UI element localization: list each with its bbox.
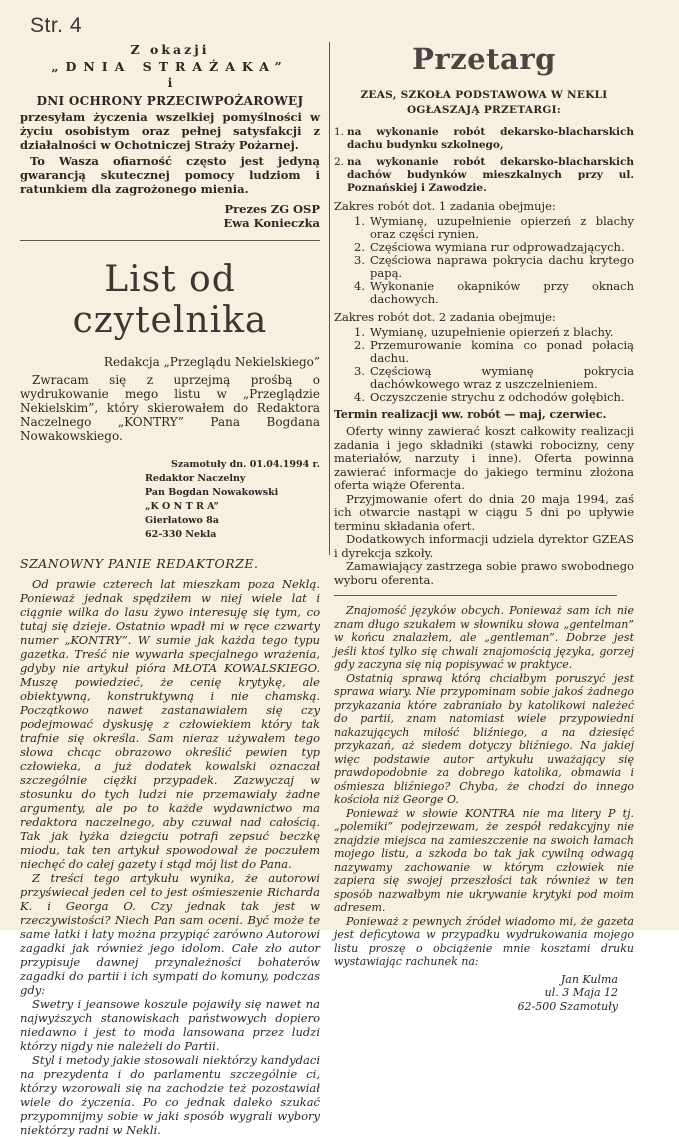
scope-item: 3. Częściowa naprawa pokrycia dachu krytego papą. [354, 253, 634, 280]
page-number: Str. 4 [30, 14, 83, 37]
letter-paragraph: Swetry i jeansowe koszule pojawiły się nawet na najwyższych stanowiskach państwowych dopiero niedawno i jest to moda lansowana przez ludzi którzy nigdy nie należeli do Partii. [20, 997, 320, 1053]
greeting-tribute: To Wasza ofiarność często jest jedyną gwarancją skutecznej pomocy ludziom i ratunkiem dla zagrożonego mienia. [20, 154, 320, 196]
firefighter-day-greeting [20, 42, 320, 241]
letter-paragraph: Z treści tego artykułu wynika, że autorowi przyświecał jeden cel to jest ośmieszenie Richarda K. i Georga O. Czy jednak tak jest w rzeczywistości? Niech Pan sam oceni. Być może te same łatki i łaty można przypiąć zarówno Autorowi zagadki jak również jego idolom. Całe zło autor przypisuje dawnej przynależności bohaterów zagadki do partii i ich sympati do komuny, podczas gdy: [20, 871, 320, 997]
letter-addressee: Redakcja „Przeglądu Nekielskiego” [103, 355, 320, 369]
reader-letter [20, 259, 320, 1137]
greeting-signature-name: Ewa Konieczka [223, 216, 320, 230]
tender-header: ZEAS, SZKOŁA PODSTAWOWA W NEKLI OGŁASZAJĄ PRZETARGI: [360, 89, 608, 116]
scope-2-label: Zakres robót dot. 2 zadania obejmuje: [334, 310, 556, 324]
letter-title: List od czytelnika [72, 259, 268, 341]
scope-item: 4. Oczyszczenie strychu z odchodów gołębich. [354, 390, 625, 404]
greeting-day-title: „DNIA STRAŻAKA” [51, 59, 289, 74]
letter-signature-name: Jan Kulma [560, 972, 618, 986]
letter-paragraph: Ostatnią sprawą którą chciałbym poruszyć jest sprawa wiary. Nie przypominam sobie jakoś żadnego przykazania które zabraniało by katolikowi należeć do partii, znam natomiast wiele przypowiedni nakazujących miłość bliźniego, a na dziesięć przykazań, aż siedem dotyczy bliźniego. Na jakiej więc podstawie autor artykułu uważający się prawdopodobnie za dobrego katolika, obmawia i ośmiesza bliźniego? Chyba, że chodzi do innego kościoła niż George O. [334, 671, 634, 806]
tender-paragraph: Przyjmowanie ofert do dnia 20 maja 1994, zaś ich otwarcie nastąpi w ciągu 5 dni po upływie terminu składania ofert. [334, 491, 634, 533]
letter-signature-street: ul. 3 Maja 12 [544, 986, 618, 999]
tender-deadline: Termin realizacji ww. robót — maj, czerwiec. [334, 408, 607, 421]
scope-item: 1. Wymianę, uzupełnienie opierzeń z blachy oraz części rynien. [354, 214, 634, 241]
tender-paragraph: Zamawiający zastrzega sobie prawo swobodnego wyboru oferenta. [334, 559, 634, 587]
scope-item: 2. Częściowa wymiana rur odprowadzających. [354, 240, 625, 254]
letter-paragraph: Styl i metody jakie stosowali niektórzy kandydaci na prezydenta i do parlamentu szczególnie ci, którzy wzorowali się na zachodzie też pozostawiał wiele do życzenia. Po co jednak daleko szukać przypomnijmy sobie w jaki sposób wygrali wybory niektórzy radni w Nekli. [20, 1053, 320, 1137]
letter-paragraph: Ponieważ w słowie KONTRA nie ma litery P tj. „polemiki” podejrzewam, że zespół redakcyjny nie znajdzie miejsca na zamieszczenie na swoich łamach mojego listu, a szkoda bo tak jak cywilną odwagą nazywamy zachowanie w którym człowiek nie zapiera się swojej przeszłości tak również w ten sposób nazwałbym nie ukrywanie krytyki pod moim adresem. [334, 806, 634, 914]
scope-1-list [334, 215, 634, 306]
greeting-fire-protection-days: DNI OCHRONY PRZECIWPOŻAROWEJ [36, 94, 304, 108]
letter-paragraph: Ponieważ z pewnych źródeł wiadomo mi, że gazeta jest deficytowa w przypadku wydrukowania mojego listu proszę o obciążenie mnie kosztami druku wystawiając rachunek na: [334, 914, 634, 968]
tender-paragraph: Dodatkowych informacji udziela dyrektor GZEAS i dyrekcja szkoły. [334, 532, 634, 560]
letter-signature-city: 62-500 Szamotuły [517, 999, 618, 1013]
tender-items [334, 126, 634, 195]
section-divider [334, 595, 617, 596]
letter-paragraph: Od prawie czterech lat mieszkam poza Neklą. Ponieważ jednak spędziłem w niej wiele lat i ciągnie wilka do lasu żywo interesuję się tym, co tutaj się dzieje. Ostatnio wpadł mi w ręce czwarty numer „KONTRY”. W sumie jak każda tego typu gazetka. Treść nie wywarła specjalnego wrażenia, gdyby nie artykuł pióra MŁOTA KOWALSKIEGO. Muszę powiedzieć, że cenię krytykę, ale obiektywną, konstruktywną i nie chamską. Początkowo nawet zastanawiałem się czy podejmować dyskusję z człowiekiem który tak trafnie się określa. Sam nieraz używałem tego słowa chcąc obrazowo określić pewien typ człowieka, a już dodatek kowalski oznaczał szczególnie ciężki przypadek. Zazwyczaj w stosunku do tych ludzi nie przemawiały żadne argumenty, ale po to każde wydawnictwo ma redaktora naczelnego, aby czuwał nad całością. Tak jak łyżka dziegciu potrafi zepsuć beczkę miodu, tak ten artykuł spowodował że poczułem niechęć do całej gazety i stąd mój list do Pana. [20, 577, 320, 871]
letter-date: Szamotuły dn. 01.04.1994 r. [171, 459, 320, 470]
scope-item: 4. Wykonanie okapników przy oknach dachowych. [354, 279, 634, 306]
letter-salutation: SZANOWNY PANIE REDAKTORZE. [20, 556, 259, 571]
letter-address-block [145, 472, 320, 542]
tender-item: 1. na wykonanie robót dekarsko-blacharskich dachu budynku szkolnego, [334, 126, 634, 151]
scope-item: 3. Częściową wymianę pokrycia dachówkowego wraz z uszczelnieniem. [354, 364, 634, 391]
letter-paragraph: Znajomość języków obcych. Ponieważ sam ich nie znam długo szukałem w słowniku słowa „gentelman” w końcu znalazłem, ale „gentleman”. Dobrze jest jeśli ktoś tylko się chwali znajomością języka, gorzej gdy zaczyna się nią popisywać w praktyce. [334, 604, 634, 671]
tender-notice [334, 42, 634, 596]
scope-2-list [334, 326, 634, 404]
tender-title: Przetarg [412, 42, 556, 76]
address-line: 62-330 Nekla [145, 529, 217, 540]
greeting-conjunction: i [167, 76, 173, 90]
greeting-wishes: przesyłam życzenia wszelkiej pomyślności w życiu osobistym oraz pełnej satysfakcji z działalności w Ochotniczej Straży Pożarnej. [20, 110, 320, 152]
column-divider [329, 42, 330, 555]
address-line: Pan Bogdan Nowakowski [145, 487, 279, 498]
greeting-signature-title: Prezes ZG OSP [224, 202, 320, 216]
tender-paragraph: Oferty winny zawierać koszt całkowity realizacji zadania i jego składniki (stawki robocizny, ceny materiałów, narzuty i inne). Oferta powinna zawierać informacje do jakiego terminu złożona oferta wiąże Oferenta. [334, 424, 634, 492]
greeting-occasion: Z okazji [130, 42, 210, 57]
section-divider [20, 240, 320, 241]
tender-item: 2. na wykonanie robót dekarsko-blacharskich dachów budynków mieszkalnych przy ul. Poznańskiej i Zawodzie. [334, 156, 634, 194]
left-column [20, 38, 320, 1137]
scope-1-label: Zakres robót dot. 1 zadania obejmuje: [334, 199, 556, 213]
letter-intro: Zwracam się z uprzejmą prośbą o wydrukowanie mego listu w „Przeglądzie Nekielskim”, który skierowałem do Redaktora Naczelnego „KONTRY” Pana Bogdana Nowakowskiego. [20, 373, 320, 443]
scope-item: 1. Wymianę, uzupełnienie opierzeń z blachy. [354, 325, 614, 339]
address-line: Redaktor Naczelny [145, 473, 246, 484]
reader-letter-continued [334, 604, 634, 1013]
right-column [334, 38, 634, 1013]
address-line: Gierłatowo 8a [145, 515, 219, 526]
address-line: „K O N T R A” [145, 501, 219, 512]
scope-item: 2. Przemurowanie komina co ponad połacią dachu. [354, 338, 634, 365]
